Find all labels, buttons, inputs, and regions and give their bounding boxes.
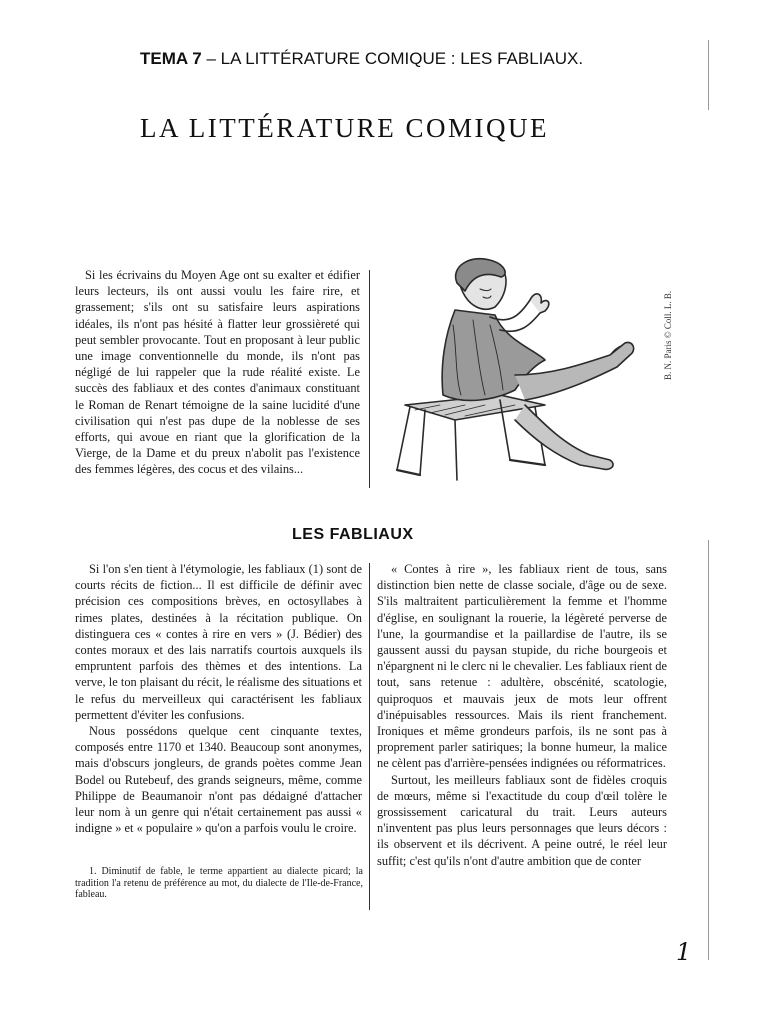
column-divider [369,563,370,910]
scan-edge-mark [708,540,709,960]
left-paragraph: Nous possédons quelque cent cinquante textes, composés entre 1170 et 1340. Beaucoup sont anonymes, mais d'obscurs jongleurs, de grands poètes comme Jean Bodel ou Rutebeuf, des grands seigneurs, même, comme Philippe de Beaumanoir n'ont pas dédaigné d'attacher leur nom à un genre qui n'était certainement pas aussi « indigne » et « populaire » qu'on a parfois voulu le croire. [75,724,362,836]
right-paragraph: Surtout, les meilleurs fabliaux sont de fidèles croquis de mœurs, même si l'exactitude du coup d'œil tolère le grossissement caricatural du trait. Leurs auteurs n'inventent pas plus leurs personnages que leurs décors : ils observent et ils décrivent. A peine outré, le réel leur suffit; c'est qu'ils n'ont d'autre ambition que de conter [377,772,667,868]
right-paragraph: « Contes à rire », les fabliaux rient de tous, sans distinction bien nette de classe sociale, d'âge ou de sexe. S'ils maltraitent particulièrement la femme et l'homme d'église, en soulignant la rouerie, la légèreté perverse de l'une, la gourmandise et la paillardise de l'autre, ils se gaussent aussi du paysan stupide, du riche bourgeois et n'épargnent ni le clerc ni le chevalier. Les fabliaux rient de tout, sans retenue : adultère, obscénité, scatologie, quiproquos et mauvais jeux de mots leur offrent d'inépuisables ressources. Mais ils rient franchement. Ironiques et même grondeurs parfois, ils ne sont pas à proprement parler satiriques; la bonne humeur, la malice ne cèlent pas d'arrière-pensées indignées ou réformatrices. [377,562,667,771]
footnote: 1. Diminutif de fable, le terme appartient au dialecte picard; la tradition l'a retenu de préférence au mot, du dialecte de l'Ile-de-France, fableau. [75,866,363,900]
section-title: LES FABLIAUX [292,526,414,543]
theme-subtitle: – LA LITTÉRATURE COMIQUE : LES FABLIAUX. [201,49,584,68]
page-title: LA LITTÉRATURE COMIQUE [140,113,549,143]
scan-edge-mark [708,40,709,110]
illustration-credit: B. N. Paris © Coll. L. B. [663,290,673,380]
left-column [75,561,362,836]
left-paragraph: Si l'on s'en tient à l'étymologie, les fabliaux (1) sont de courts récits de fiction... Il est difficile de définir avec précision ces compositions brèves, en octosyllabes à rimes plates, destinées à la récitation publique. On distinguera ces « contes à rire en vers » (J. Bédier) des contes moraux et des lais narratifs courtois auxquels ils empruntent parfois des thèmes et des intentions. La verve, le ton plaisant du récit, le réalisme des situations et le refus du merveilleux qui caractérisent les fabliaux permettent d'éviter les confusions. [75,562,362,722]
medieval-illustration [385,255,655,490]
page-number: 1 [676,938,692,966]
intro-paragraph: Si les écrivains du Moyen Age ont su exalter et édifier leurs lecteurs, ils ont aussi voulu les faire rire, et grassement; s'ils ont su satisfaire leurs aspirations idéales, ils n'ont pas hésité à flatter leur grossièreté qui peut sembler provocante. Tout en proposant à leur public une image conventionnelle du monde, ils n'ont pas négligé de lui rappeler que la rude réalité existe. Le succès des fabliaux et des contes d'animaux constituant le Roman de Renart témoigne de la saine lucidité d'une civilisation qui n'est pas dupe de la noblesse de ses efforts, qui avoue en riant que la glorification de la Vierge, de la Dame et du preux n'abolit pas l'existence des femmes légères, des cocus et des vilains... [75,268,360,477]
intro-divider [369,270,370,488]
right-column [377,561,667,869]
theme-header [140,49,640,69]
theme-label: TEMA 7 [140,49,202,68]
